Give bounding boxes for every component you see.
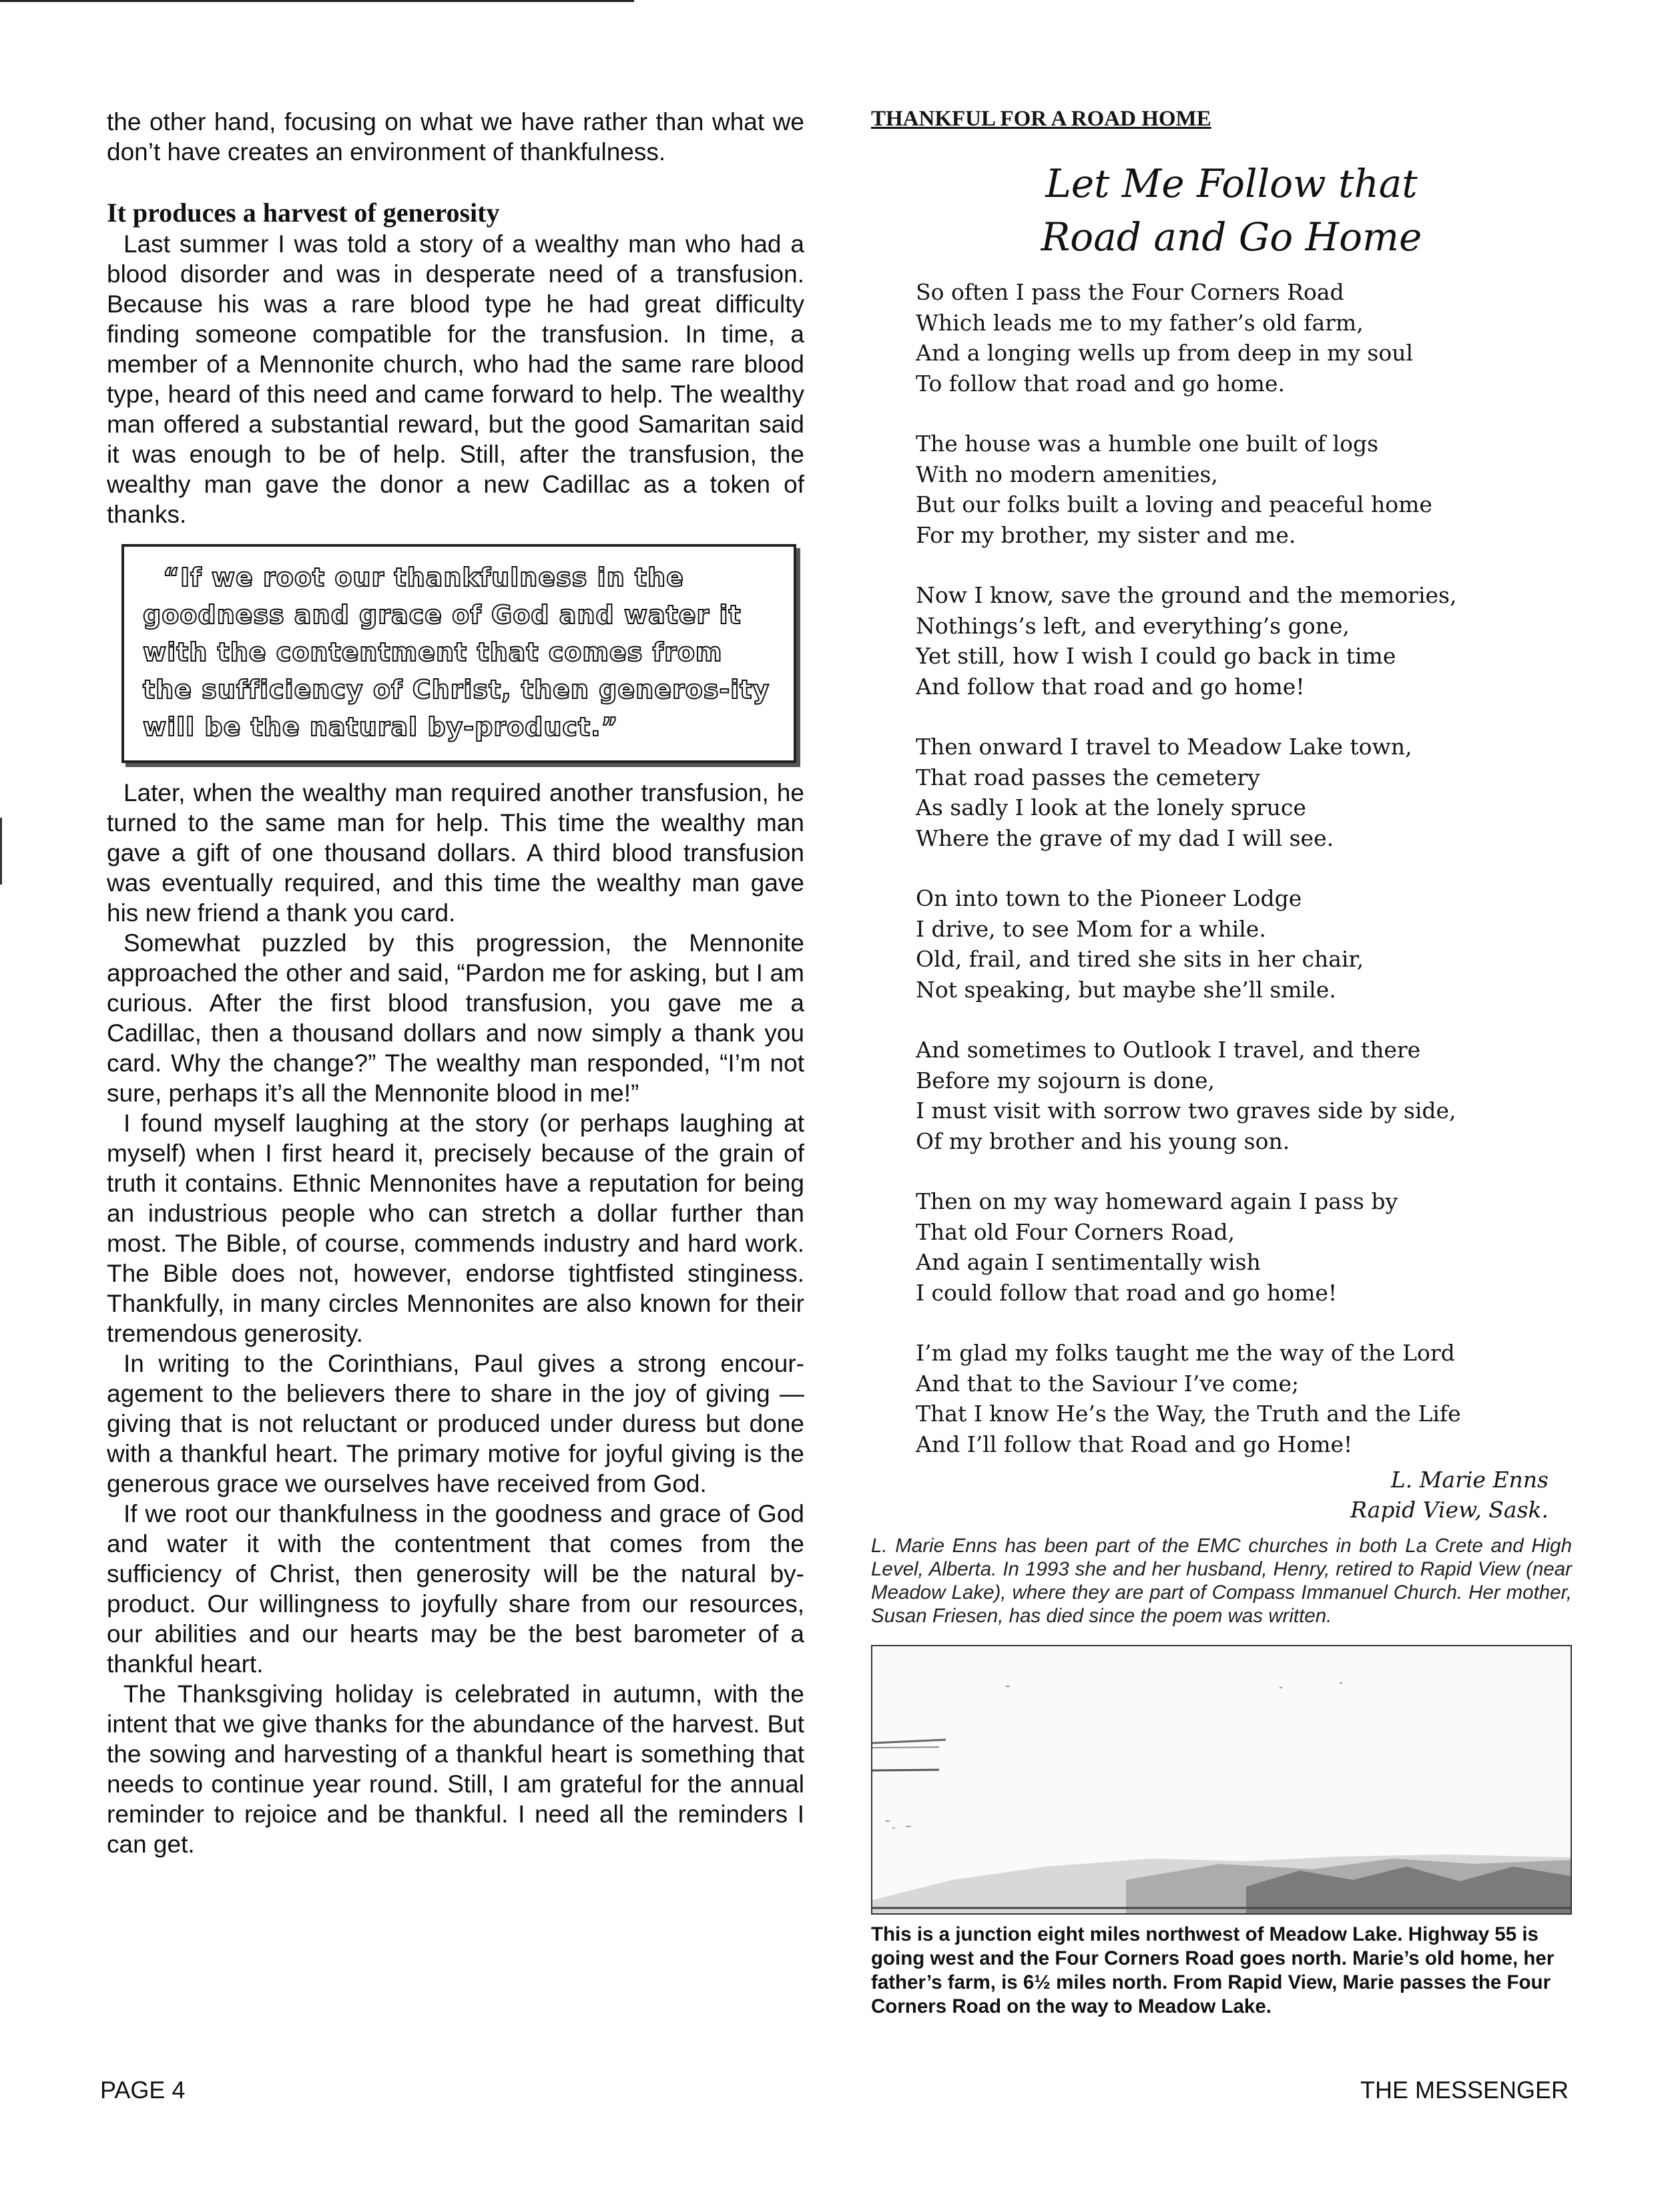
poem-line: Which leads me to my father’s old farm, xyxy=(916,309,1364,336)
poem-line: As sadly I look at the lonely spruce xyxy=(916,794,1306,820)
poem-line: I could follow that road and go home! xyxy=(916,1279,1338,1306)
poem-stanza xyxy=(916,1035,1572,1156)
poem-stanza xyxy=(916,580,1572,702)
top-rule xyxy=(0,0,634,2)
poem-line: Not speaking, but maybe she’ll smile. xyxy=(916,976,1336,1003)
poem-line: For my brother, my sister and me. xyxy=(916,521,1296,548)
poem-title-line: Let Me Follow that xyxy=(1045,161,1418,206)
author-name: L. Marie Enns xyxy=(1390,1467,1549,1493)
poem-line: I’m glad my folks taught me the way of the Lord xyxy=(916,1340,1455,1366)
poem-line: And that to the Saviour I’ve come; xyxy=(916,1370,1300,1397)
poem-line: To follow that road and go home. xyxy=(916,370,1285,397)
photo-image xyxy=(872,1646,1571,1913)
article-paragraph: In writing to the Corinthians, Paul gives a strong encouragement to the believers there to share in the joy of giving — giving that is not reluctant or produced under duress but done with a thankful heart. The primary motive for joyful giving is the generous grace we ourselves have received from God. xyxy=(107,1350,804,1497)
poem-title-line: Road and Go Home xyxy=(1041,214,1422,260)
poem-line: But our folks built a loving and peaceful home xyxy=(916,491,1432,517)
poem-line: That I know He’s the Way, the Truth and the Life xyxy=(916,1401,1461,1427)
article-paragraph: I found myself laughing at the story (or perhaps laughing at myself) when I first heard it, precisely because of the grain of truth it contains. Ethnic Mennonites have a reputation for being an industrious people who can stretch a dollar further than most. The Bible, of course, commends industry and hard work. The Bible does not, however, endorse tightfisted stinginess. Thankfully, in many circles Mennonites are also known for their tremendous generosity. xyxy=(107,1110,804,1347)
author-location: Rapid View, Sask. xyxy=(1350,1497,1549,1523)
poem-stanza xyxy=(916,429,1572,550)
poem-stanza xyxy=(916,883,1572,1005)
poem-stanza xyxy=(916,732,1572,853)
photo-caption: This is a junction eight miles northwest of Meadow Lake. Highway 55 is going west and the Four Corners Road goes north. Marie’s old home, her father’s farm, is 6½ miles north. From Rapid View, Marie passes the Four Corners Road on the way to Meadow Lake. xyxy=(871,1923,1555,2017)
page-number: PAGE 4 xyxy=(100,2076,186,2104)
poem-line: I drive, to see Mom for a while. xyxy=(916,915,1266,942)
poem-stanza xyxy=(916,1186,1572,1308)
poem-line: Before my sojourn is done, xyxy=(916,1067,1215,1093)
poem-line: And sometimes to Outlook I travel, and there xyxy=(916,1037,1421,1063)
poem-line: That old Four Corners Road, xyxy=(916,1218,1235,1245)
poem-stanza xyxy=(916,1338,1572,1459)
poem-line: And again I sentimentally wish xyxy=(916,1249,1261,1275)
intro-paragraph: the other hand, focusing on what we have rather than what we don’t have creates an environment of thankfulness. xyxy=(107,108,804,166)
poem-title xyxy=(871,157,1572,264)
poem-line: The house was a humble one built of logs xyxy=(916,431,1379,457)
article-column xyxy=(107,107,804,1859)
poem-section-heading: THANKFUL FOR A ROAD HOME xyxy=(871,107,1211,131)
poem-stanza xyxy=(916,277,1572,399)
publication-name: THE MESSENGER xyxy=(1360,2076,1569,2104)
poem-line: So often I pass the Four Corners Road xyxy=(916,279,1344,305)
page-edge-mark xyxy=(0,818,2,885)
poem-line: And follow that road and go home! xyxy=(916,673,1305,700)
article-paragraph: Somewhat puzzled by this progression, the Mennonite approached the other and said, “Pardon me for asking, but I am curious. After the first blood transfusion, you gave me a Cadillac, then a thousand dollars and now simply a thank you card. Why the change?” The wealthy man responded, “I’m not sure, perhaps it’s all the Mennonite blood in me!” xyxy=(107,929,804,1107)
poem-line: With no modern amenities, xyxy=(916,461,1218,487)
poem-line: Then on my way homeward again I pass by xyxy=(916,1188,1398,1214)
poem-line: Then onward I travel to Meadow Lake town, xyxy=(916,734,1412,760)
poem-line: And I’ll follow that Road and go Home! xyxy=(916,1431,1353,1457)
author-bio: L. Marie Enns has been part of the EMC churches in both La Crete and High Level, Alberta. In 1993 she and her husband, Henry, retired to Rapid View (near Meadow Lake), where they are part of Compass Immanuel Church. Her mother, Susan Friesen, has died since the poem was written. xyxy=(871,1535,1572,1627)
poem-line: That road passes the cemetery xyxy=(916,764,1260,790)
poem-line: Of my brother and his young son. xyxy=(916,1128,1290,1154)
poem-signature xyxy=(871,1465,1572,1525)
article-paragraph: Last summer I was told a story of a wealthy man who had a blood disorder and was in desperate need of a transfusion. Because his was a rare blood type he had great difficulty finding someone compatible for the transfusion. In time, a member of a Mennonite church, who had the same rare blood type, heard of this need and came forward to help. The wealthy man offered a substantial reward, but the good Samaritan said it was enough to be of help. Still, after the transfusion, the wealthy man gave the donor a new Cadillac as a token of thanks. xyxy=(107,230,804,528)
poem-line: Where the grave of my dad I will see. xyxy=(916,824,1334,851)
article-paragraph: Later, when the wealthy man required another transfusion, he turned to the same man for help. This time the wealthy man gave a gift of one thousand dollars. A third blood transfusion was eventually required, and this time the wealthy man gave his new friend a thank you card. xyxy=(107,779,804,927)
article-paragraph: The Thanksgiving holiday is celebrated in autumn, with the intent that we give thanks for the abundance of the harvest. But the sowing and harvesting of a thankful heart is something that needs to continue year round. Still, I am grateful for the annual reminder to rejoice and be thankful. I need all the reminders I can get. xyxy=(107,1680,804,1858)
poem-line: I must visit with sorrow two graves side by side, xyxy=(916,1098,1456,1124)
pull-quote: “If we root our thankfulness in the goodness and grace of God and water it with the contentment that comes from the sufficiency of Christ, then generos-ity will be the natural by-product.” xyxy=(121,544,796,763)
section-heading-generosity: It produces a harvest of generosity xyxy=(107,198,500,228)
poem-line: Now I know, save the ground and the memories, xyxy=(916,582,1457,608)
poem-line: Old, frail, and tired she sits in her chair, xyxy=(916,946,1364,972)
poem-column xyxy=(871,107,1572,2039)
article-paragraph: If we root our thankfulness in the goodness and grace of God and water it with the contentment that comes from the sufficiency of Christ, then generosity will be the natural by-product. Our willingness to joyfully share from our resources, our abilities and our hearts may be the best barometer of a thankful heart. xyxy=(107,1500,804,1678)
poem-line: And a longing wells up from deep in my soul xyxy=(916,340,1414,366)
poem-stanzas xyxy=(871,277,1572,1459)
road-junction-photo xyxy=(871,1645,1572,1915)
poem-line: On into town to the Pioneer Lodge xyxy=(916,885,1302,911)
poem-line: Nothings’s left, and everything’s gone, xyxy=(916,612,1350,639)
poem-line: Yet still, how I wish I could go back in time xyxy=(916,643,1396,669)
